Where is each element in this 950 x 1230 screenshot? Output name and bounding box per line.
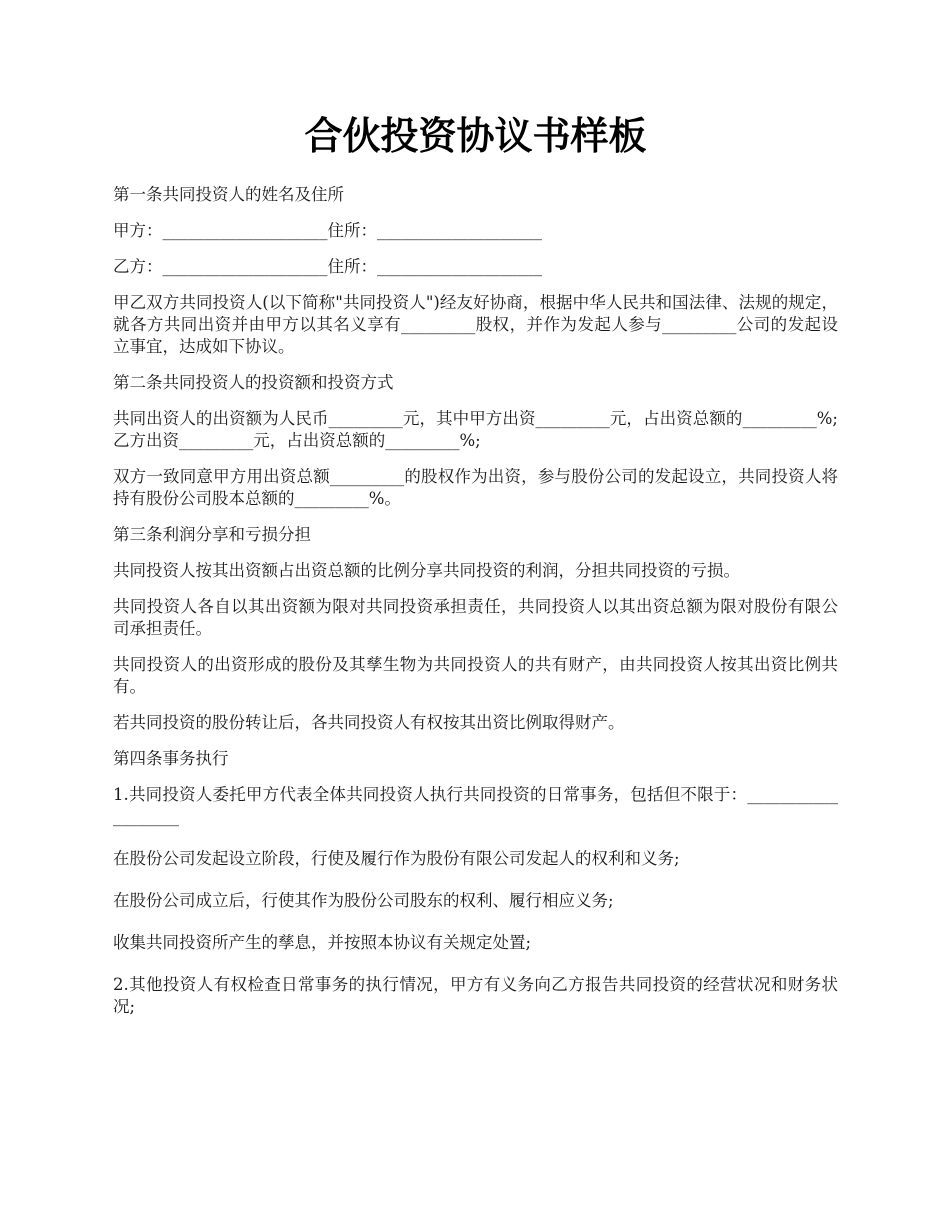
party-b-line: 乙方：____________________住所：____________________ — [113, 257, 542, 276]
inspection-clause: 2.其他投资人有权检查日常事务的执行情况，甲方有义务向乙方报告共同投资的经营状况和财务状况; — [113, 975, 838, 1016]
liability-paragraph: 共同投资人各自以其出资额为限对共同投资承担责任，共同投资人以其出资总额为限对股份有限公司承担责任。 — [113, 597, 838, 638]
contribution-method-paragraph: 双方一致同意甲方用出资总额_________的股权作为出资，参与股份公司的发起设立，共同投资人将持有股份公司股本总额的_________%。 — [113, 467, 838, 508]
profit-sharing-paragraph: 共同投资人按其出资额占出资总额的比例分享共同投资的利润，分担共同投资的亏损。 — [113, 561, 740, 580]
article-3-heading: 第三条利润分享和亏损分担 — [113, 525, 311, 544]
delegation-clause: 1.共同投资人委托甲方代表全体共同投资人执行共同投资的日常事务，包括但不限于：___________________ — [113, 785, 838, 826]
delegation-item-proceeds: 收集共同投资所产生的孳息，并按照本协议有关规定处置; — [113, 933, 532, 952]
contribution-amount-paragraph: 共同出资人的出资额为人民币_________元，其中甲方出资_________元，占出资总额的_________%;乙方出资_________元，占出资总额的_________%; — [113, 409, 838, 450]
article-2-heading: 第二条共同投资人的投资额和投资方式 — [113, 373, 394, 392]
common-property-paragraph: 共同投资人的出资形成的股份及其孳生物为共同投资人的共有财产，由共同投资人按其出资比例共有。 — [113, 655, 838, 696]
share-transfer-paragraph: 若共同投资的股份转让后，各共同投资人有权按其出资比例取得财产。 — [113, 713, 625, 732]
preamble-paragraph: 甲乙双方共同投资人(以下简称"共同投资人")经友好协商，根据中华人民共和国法律、法规的规定，就各方共同出资并由甲方以其名义享有_________股权，并作为发起人参与_________公司的发起设立事宜，达成如下协议。 — [113, 293, 838, 356]
article-4-heading: 第四条事务执行 — [113, 749, 229, 768]
delegation-item-founding: 在股份公司发起设立阶段，行使及履行作为股份有限公司发起人的权利和义务; — [113, 849, 680, 868]
document-title: 合伙投资协议书样板 — [304, 113, 647, 158]
article-1-heading: 第一条共同投资人的姓名及住所 — [113, 185, 344, 204]
delegation-item-shareholder: 在股份公司成立后，行使其作为股份公司股东的权利、履行相应义务; — [113, 891, 614, 910]
party-a-line: 甲方：____________________住所：____________________ — [113, 221, 542, 240]
